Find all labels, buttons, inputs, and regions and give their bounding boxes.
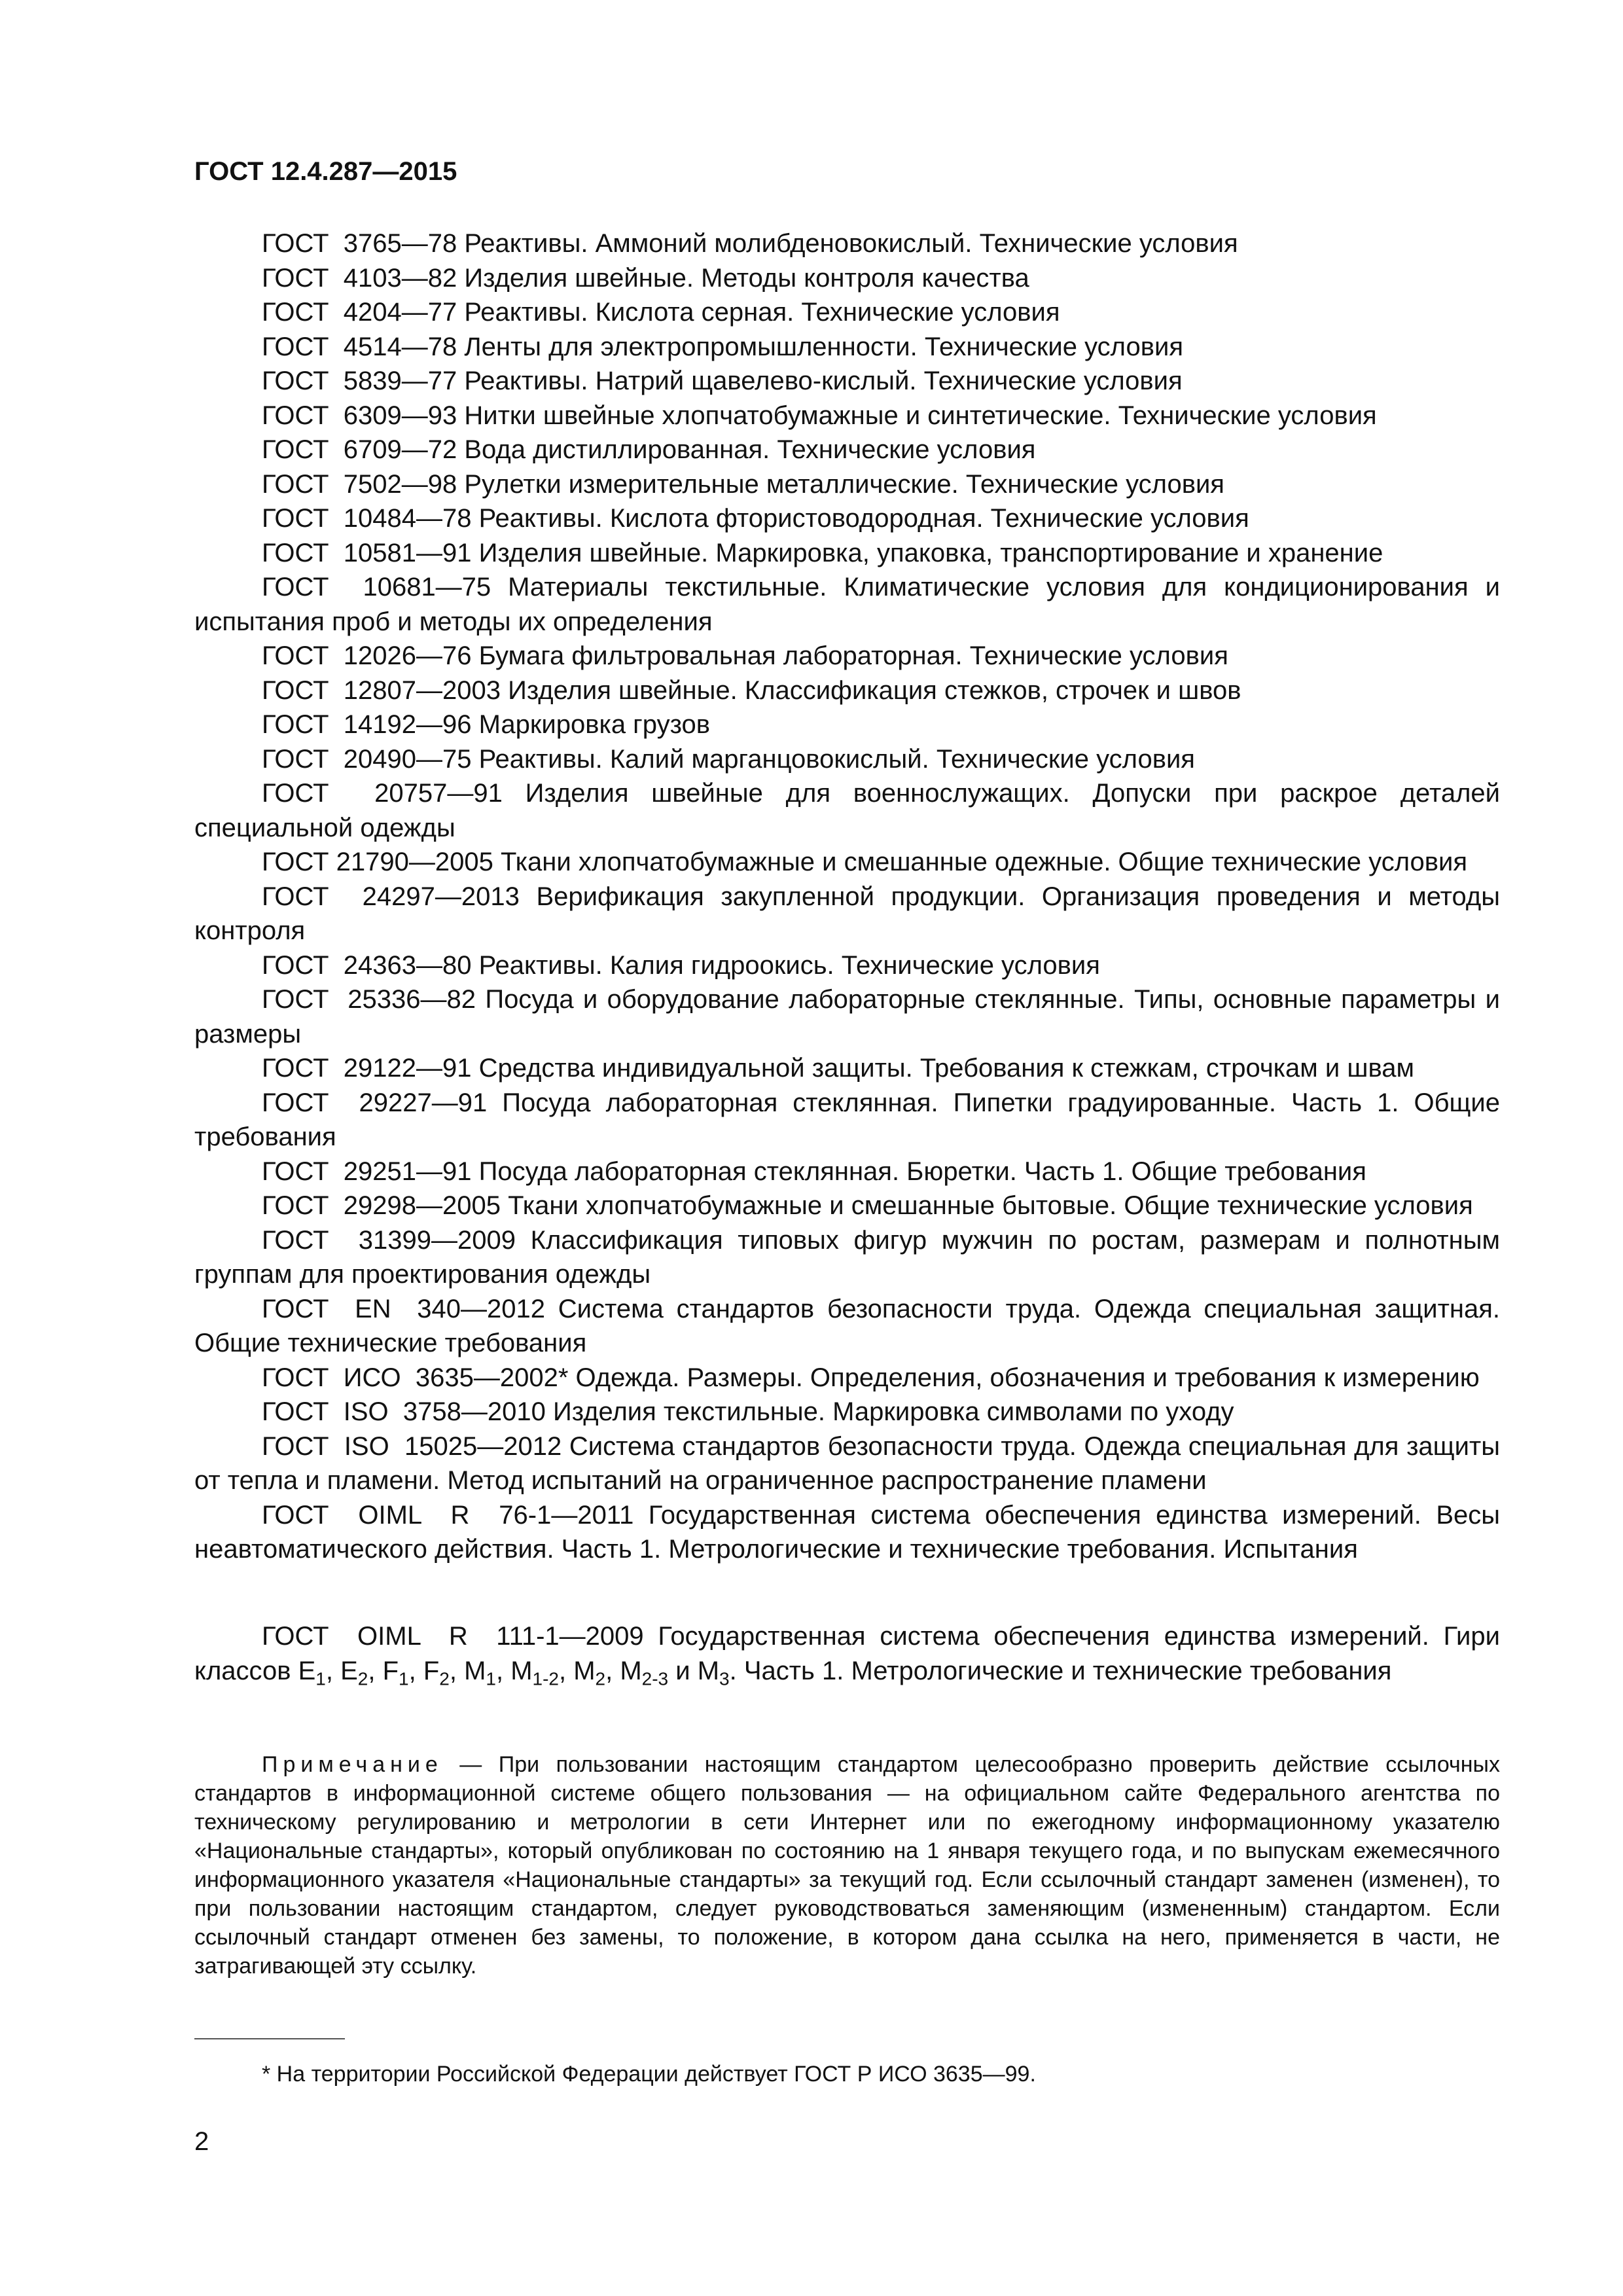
reference-title: Посуда лабораторная стеклянная. Пипетки градуированные. Часть 1. Общие требования [194, 1088, 1501, 1151]
reference-code: ГОСТ 20757—91 [262, 779, 503, 808]
reference-item [194, 948, 1500, 983]
note-label: Примечание [262, 1752, 443, 1777]
reference-title: Ленты для электропромышленности. Технические условия [464, 332, 1183, 361]
reference-item [194, 1429, 1500, 1498]
reference-title: Реактивы. Натрий щавелево-кислый. Технические условия [464, 367, 1183, 395]
reference-code: ГОСТ 10581—91 [262, 538, 472, 567]
page-number: 2 [194, 2127, 209, 2156]
reference-code: ГОСТ 3765—78 [262, 229, 457, 258]
reference-title: Государственная система обеспечения единства измерений. Весы неавтоматического действия. Часть 1. Метрологические и технические требования. Испытания [194, 1500, 1501, 1564]
reference-title: Реактивы. Кислота серная. Технические условия [464, 298, 1060, 327]
reference-item [194, 742, 1500, 777]
reference-code: ГОСТ 24297—2013 [262, 882, 520, 911]
reference-title: Изделия швейные. Методы контроля качества [464, 263, 1029, 293]
reference-title: Вода дистиллированная. Технические условия [464, 435, 1036, 464]
reference-item [194, 639, 1500, 673]
reference-title: Реактивы. Аммоний молибденовокислый. Технические условия [464, 229, 1238, 258]
reference-code: ГОСТ 5839—77 [262, 367, 457, 395]
reference-code: ГОСТ EN 340—2012 [262, 1294, 545, 1323]
reference-item [194, 1189, 1500, 1223]
reference-code: ГОСТ 6309—93 [262, 401, 457, 430]
reference-title: Посуда и оборудование лабораторные стеклянные. Типы, основные параметры и размеры [194, 985, 1500, 1049]
reference-item [194, 1086, 1500, 1155]
reference-title: Классификация типовых фигур мужчин по ростам, размерам и полнотным группам для проектирования одежды [194, 1225, 1500, 1289]
reference-title: Реактивы. Кислота фтористоводородная. Технические условия [478, 504, 1249, 533]
reference-code: ГОСТ 7502—98 [262, 469, 457, 499]
footnote-divider [194, 2038, 345, 2039]
reference-code: ГОСТ ISO 3758—2010 [262, 1397, 546, 1426]
reference-title: Материалы текстильные. Климатические условия для кондиционирования и испытания проб и методы их определения [194, 573, 1500, 636]
note-text: — При пользовании настоящим стандартом целесообразно проверить действие ссылочных стандартов в информационной системе общего пользования — на официальном сайте Федерального агентства по техническому регулированию и метрологии в сети Интернет или по ежегодному информационному указателю «Национальные стандарты», который опубликован по состоянию на 1 января текущего года, и по выпускам ежемесячного информационного указателя «Национальные стандарты» за текущий год. Если ссылочный стандарт заменен (изменен), то при пользовании настоящим стандартом, следует руководствоваться заменяющим (измененным) стандартом. Если ссылочный стандарт отменен без замены, то положение, в котором дана ссылка на него, применяется в части, не затрагивающей эту ссылку. [194, 1752, 1500, 1979]
note-paragraph [194, 1750, 1500, 1981]
reference-code: ГОСТ 25336—82 [262, 985, 476, 1014]
reference-code: ГОСТ ISO 15025—2012 [262, 1431, 562, 1461]
reference-title: Ткани хлопчатобумажные и смешанные бытовые. Общие технические условия [508, 1191, 1473, 1220]
reference-code: ГОСТ OIML R 111-1—2009 [262, 1622, 644, 1651]
reference-item [194, 776, 1500, 845]
reference-item [194, 295, 1500, 330]
reference-item [194, 845, 1500, 880]
reference-code: ГОСТ 12026—76 [262, 641, 472, 670]
reference-title: Система стандартов безопасности труда. Одежда специальная защитная. Общие технические требования [194, 1294, 1500, 1357]
reference-code: ГОСТ 29122—91 [262, 1054, 472, 1083]
reference-code: ГОСТ 4514—78 [262, 332, 457, 361]
reference-title: Верификация закупленной продукции. Организация проведения и методы контроля [194, 882, 1501, 945]
reference-code: ГОСТ 31399—2009 [262, 1225, 516, 1255]
reference-item [194, 536, 1500, 571]
normative-references-list [194, 226, 1500, 1567]
reference-item [194, 1051, 1500, 1086]
reference-code: ГОСТ ИСО 3635—2002* [262, 1363, 569, 1392]
reference-code: ГОСТ 4204—77 [262, 298, 457, 327]
reference-code: ГОСТ 14192—96 [262, 710, 472, 739]
reference-title: Маркировка грузов [478, 710, 710, 739]
reference-code: ГОСТ 10681—75 [262, 573, 491, 601]
reference-title: Средства индивидуальной защиты. Требования к стежкам, строчкам и швам [478, 1054, 1415, 1083]
reference-title: Государственная система обеспечения единства измерений. Гири классов $E_1$, $E_2$, $F_1$, $F_2$, $M_1$, $M_{1-2}$, $M_2$, $M_{2-3}$ и $M_3$. Часть 1. Метрологические и технические требования [194, 1622, 1500, 1689]
reference-item [194, 1292, 1500, 1361]
reference-item [194, 226, 1500, 261]
reference-title: Ткани хлопчатобумажные и смешанные одежные. Общие технические условия [500, 848, 1467, 876]
reference-code: ГОСТ 29251—91 [262, 1157, 472, 1186]
reference-title: Посуда лабораторная стеклянная. Бюретки. Часть 1. Общие требования [478, 1157, 1366, 1186]
reference-title: Изделия швейные для военнослужащих. Допуски при раскрое деталей специальной одежды [194, 779, 1501, 842]
reference-item [194, 467, 1500, 502]
reference-title: Реактивы. Калия гидроокись. Технические условия [478, 950, 1100, 980]
reference-title: Одежда. Размеры. Определения, обозначения и требования к измерению [575, 1363, 1480, 1392]
reference-code: ГОСТ 12807—2003 [262, 675, 501, 705]
reference-title: Изделия швейные. Маркировка, упаковка, транспортирование и хранение [478, 538, 1383, 567]
reference-item [194, 1361, 1500, 1395]
reference-title: Реактивы. Калий марганцовокислый. Технические условия [478, 744, 1195, 774]
reference-item [194, 1155, 1500, 1189]
document-header: ГОСТ 12.4.287—2015 [194, 157, 457, 186]
reference-item [194, 570, 1500, 639]
reference-item [194, 673, 1500, 708]
reference-title: Рулетки измерительные металлические. Технические условия [464, 469, 1224, 499]
reference-code: ГОСТ 21790—2005 [262, 848, 493, 876]
reference-title: Система стандартов безопасности труда. Одежда специальная для защиты от тепла и пламени. Метод испытаний на ограниченное распространение пламени [194, 1431, 1500, 1495]
reference-item [194, 880, 1500, 948]
reference-item [194, 399, 1500, 433]
reference-code: ГОСТ 29227—91 [262, 1088, 488, 1117]
reference-title: Изделия текстильные. Маркировка символами по уходу [552, 1397, 1234, 1426]
reference-item [194, 1619, 1500, 1688]
reference-code: ГОСТ 29298—2005 [262, 1191, 501, 1220]
reference-code: ГОСТ 4103—82 [262, 263, 457, 293]
reference-item [194, 261, 1500, 296]
reference-item [194, 708, 1500, 742]
reference-item [194, 501, 1500, 536]
reference-title: Нитки швейные хлопчатобумажные и синтетические. Технические условия [464, 401, 1377, 430]
reference-code: ГОСТ 24363—80 [262, 950, 472, 980]
reference-item [194, 1223, 1500, 1292]
reference-item [194, 433, 1500, 467]
reference-item [194, 1395, 1500, 1429]
reference-code: ГОСТ 10484—78 [262, 504, 472, 533]
reference-item [194, 330, 1500, 365]
reference-item [194, 1498, 1500, 1567]
footnote: * На территории Российской Федерации действует ГОСТ Р ИСО 3635—99. [262, 2062, 1036, 2087]
reference-code: ГОСТ OIML R 76-1—2011 [262, 1500, 634, 1530]
reference-item [194, 364, 1500, 399]
reference-code: ГОСТ 6709—72 [262, 435, 457, 464]
reference-code: ГОСТ 20490—75 [262, 744, 472, 774]
reference-title: Бумага фильтровальная лабораторная. Технические условия [478, 641, 1228, 670]
reference-title: Изделия швейные. Классификация стежков, строчек и швов [508, 675, 1241, 705]
reference-item [194, 982, 1500, 1051]
